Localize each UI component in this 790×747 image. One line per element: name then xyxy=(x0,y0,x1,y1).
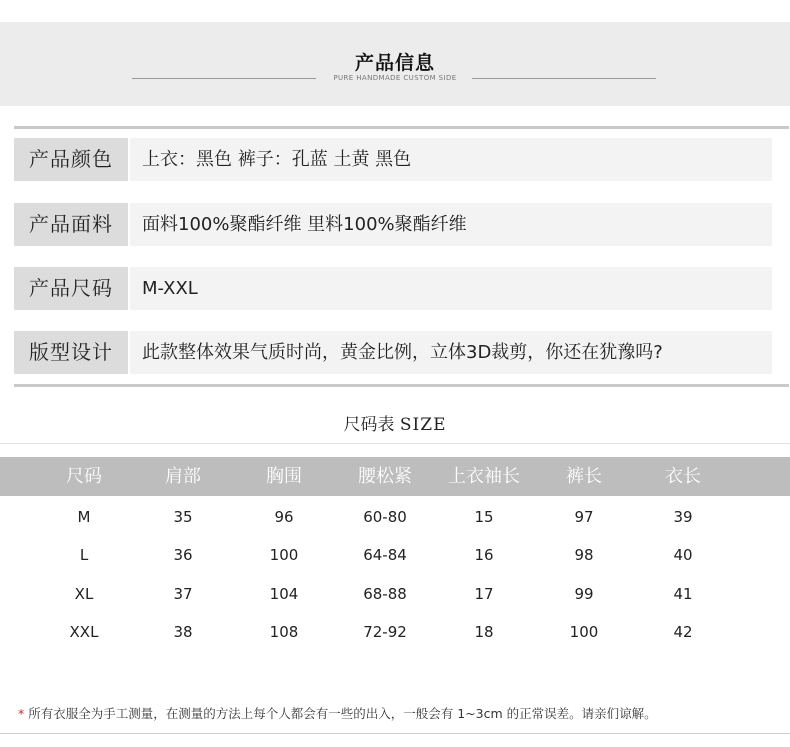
info-row-color xyxy=(14,138,772,181)
cell: 18 xyxy=(474,623,494,641)
info-label: 产品颜色 xyxy=(14,138,128,181)
info-value: M-XXL xyxy=(130,267,772,310)
info-row-size xyxy=(14,267,772,310)
note-star: * xyxy=(18,706,25,721)
cell: 72-92 xyxy=(363,623,407,641)
cell: 35 xyxy=(173,508,193,526)
cell: 68-88 xyxy=(363,585,407,603)
bottom-divider xyxy=(0,733,790,734)
cell: 96 xyxy=(274,508,294,526)
th-pants-length: 裤长 xyxy=(566,466,602,487)
th-sleeve: 上衣袖长 xyxy=(448,466,520,487)
th-size: 尺码 xyxy=(66,466,102,487)
info-row-design xyxy=(14,331,772,374)
info-value: 面料100%聚酯纤维 里料100%聚酯纤维 xyxy=(130,203,772,246)
cell: 36 xyxy=(173,546,193,564)
info-row-fabric xyxy=(14,203,772,246)
cell: 97 xyxy=(574,508,594,526)
cell: 98 xyxy=(574,546,594,564)
info-label: 版型设计 xyxy=(14,331,128,374)
cell: XL xyxy=(74,585,94,603)
cell: 42 xyxy=(673,623,693,641)
divider-top xyxy=(14,126,789,129)
cell: 15 xyxy=(474,508,494,526)
cell: 100 xyxy=(269,546,299,564)
info-label: 产品面料 xyxy=(14,203,128,246)
cell: M xyxy=(77,508,91,526)
th-chest: 胸围 xyxy=(266,466,302,487)
header-line-right xyxy=(472,78,656,79)
cell: XXL xyxy=(69,623,99,641)
cell: 37 xyxy=(173,585,193,603)
cell: 38 xyxy=(173,623,193,641)
cell: 17 xyxy=(474,585,494,603)
cell: 40 xyxy=(673,546,693,564)
th-top-length: 衣长 xyxy=(665,466,701,487)
size-table-title xyxy=(0,410,790,435)
divider-bottom xyxy=(14,384,789,387)
cell: 100 xyxy=(569,623,599,641)
size-title-en: SIZE xyxy=(399,415,447,435)
cell: 39 xyxy=(673,508,693,526)
th-waist: 腰松紧 xyxy=(358,466,412,487)
info-value: 此款整体效果气质时尚，黄金比例，立体3D裁剪，你还在犹豫吗? xyxy=(130,331,772,374)
note-text: 所有衣服全为手工测量，在测量的方法上每个人都会有一些的出入，一般会有 1~3cm 的正常误差。请亲们谅解。 xyxy=(28,706,657,721)
cell: 41 xyxy=(673,585,693,603)
cell: 16 xyxy=(474,546,494,564)
size-table-header xyxy=(0,457,790,496)
th-shoulder: 肩部 xyxy=(165,466,201,487)
section-subtitle: PURE HANDMADE CUSTOM SIDE xyxy=(333,74,457,82)
cell: 99 xyxy=(574,585,594,603)
cell: L xyxy=(79,546,89,564)
cell: 108 xyxy=(269,623,299,641)
size-title-line xyxy=(0,443,790,444)
info-value: 上衣：黑色 裤子：孔蓝 土黄 黑色 xyxy=(130,138,772,181)
section-title: 产品信息 xyxy=(354,52,435,74)
header-band xyxy=(0,22,790,106)
cell: 104 xyxy=(269,585,299,603)
cell: 60-80 xyxy=(363,508,407,526)
size-title-cn: 尺码表 xyxy=(343,415,395,435)
cell: 64-84 xyxy=(363,546,407,564)
info-label: 产品尺码 xyxy=(14,267,128,310)
measurement-note xyxy=(18,704,657,722)
